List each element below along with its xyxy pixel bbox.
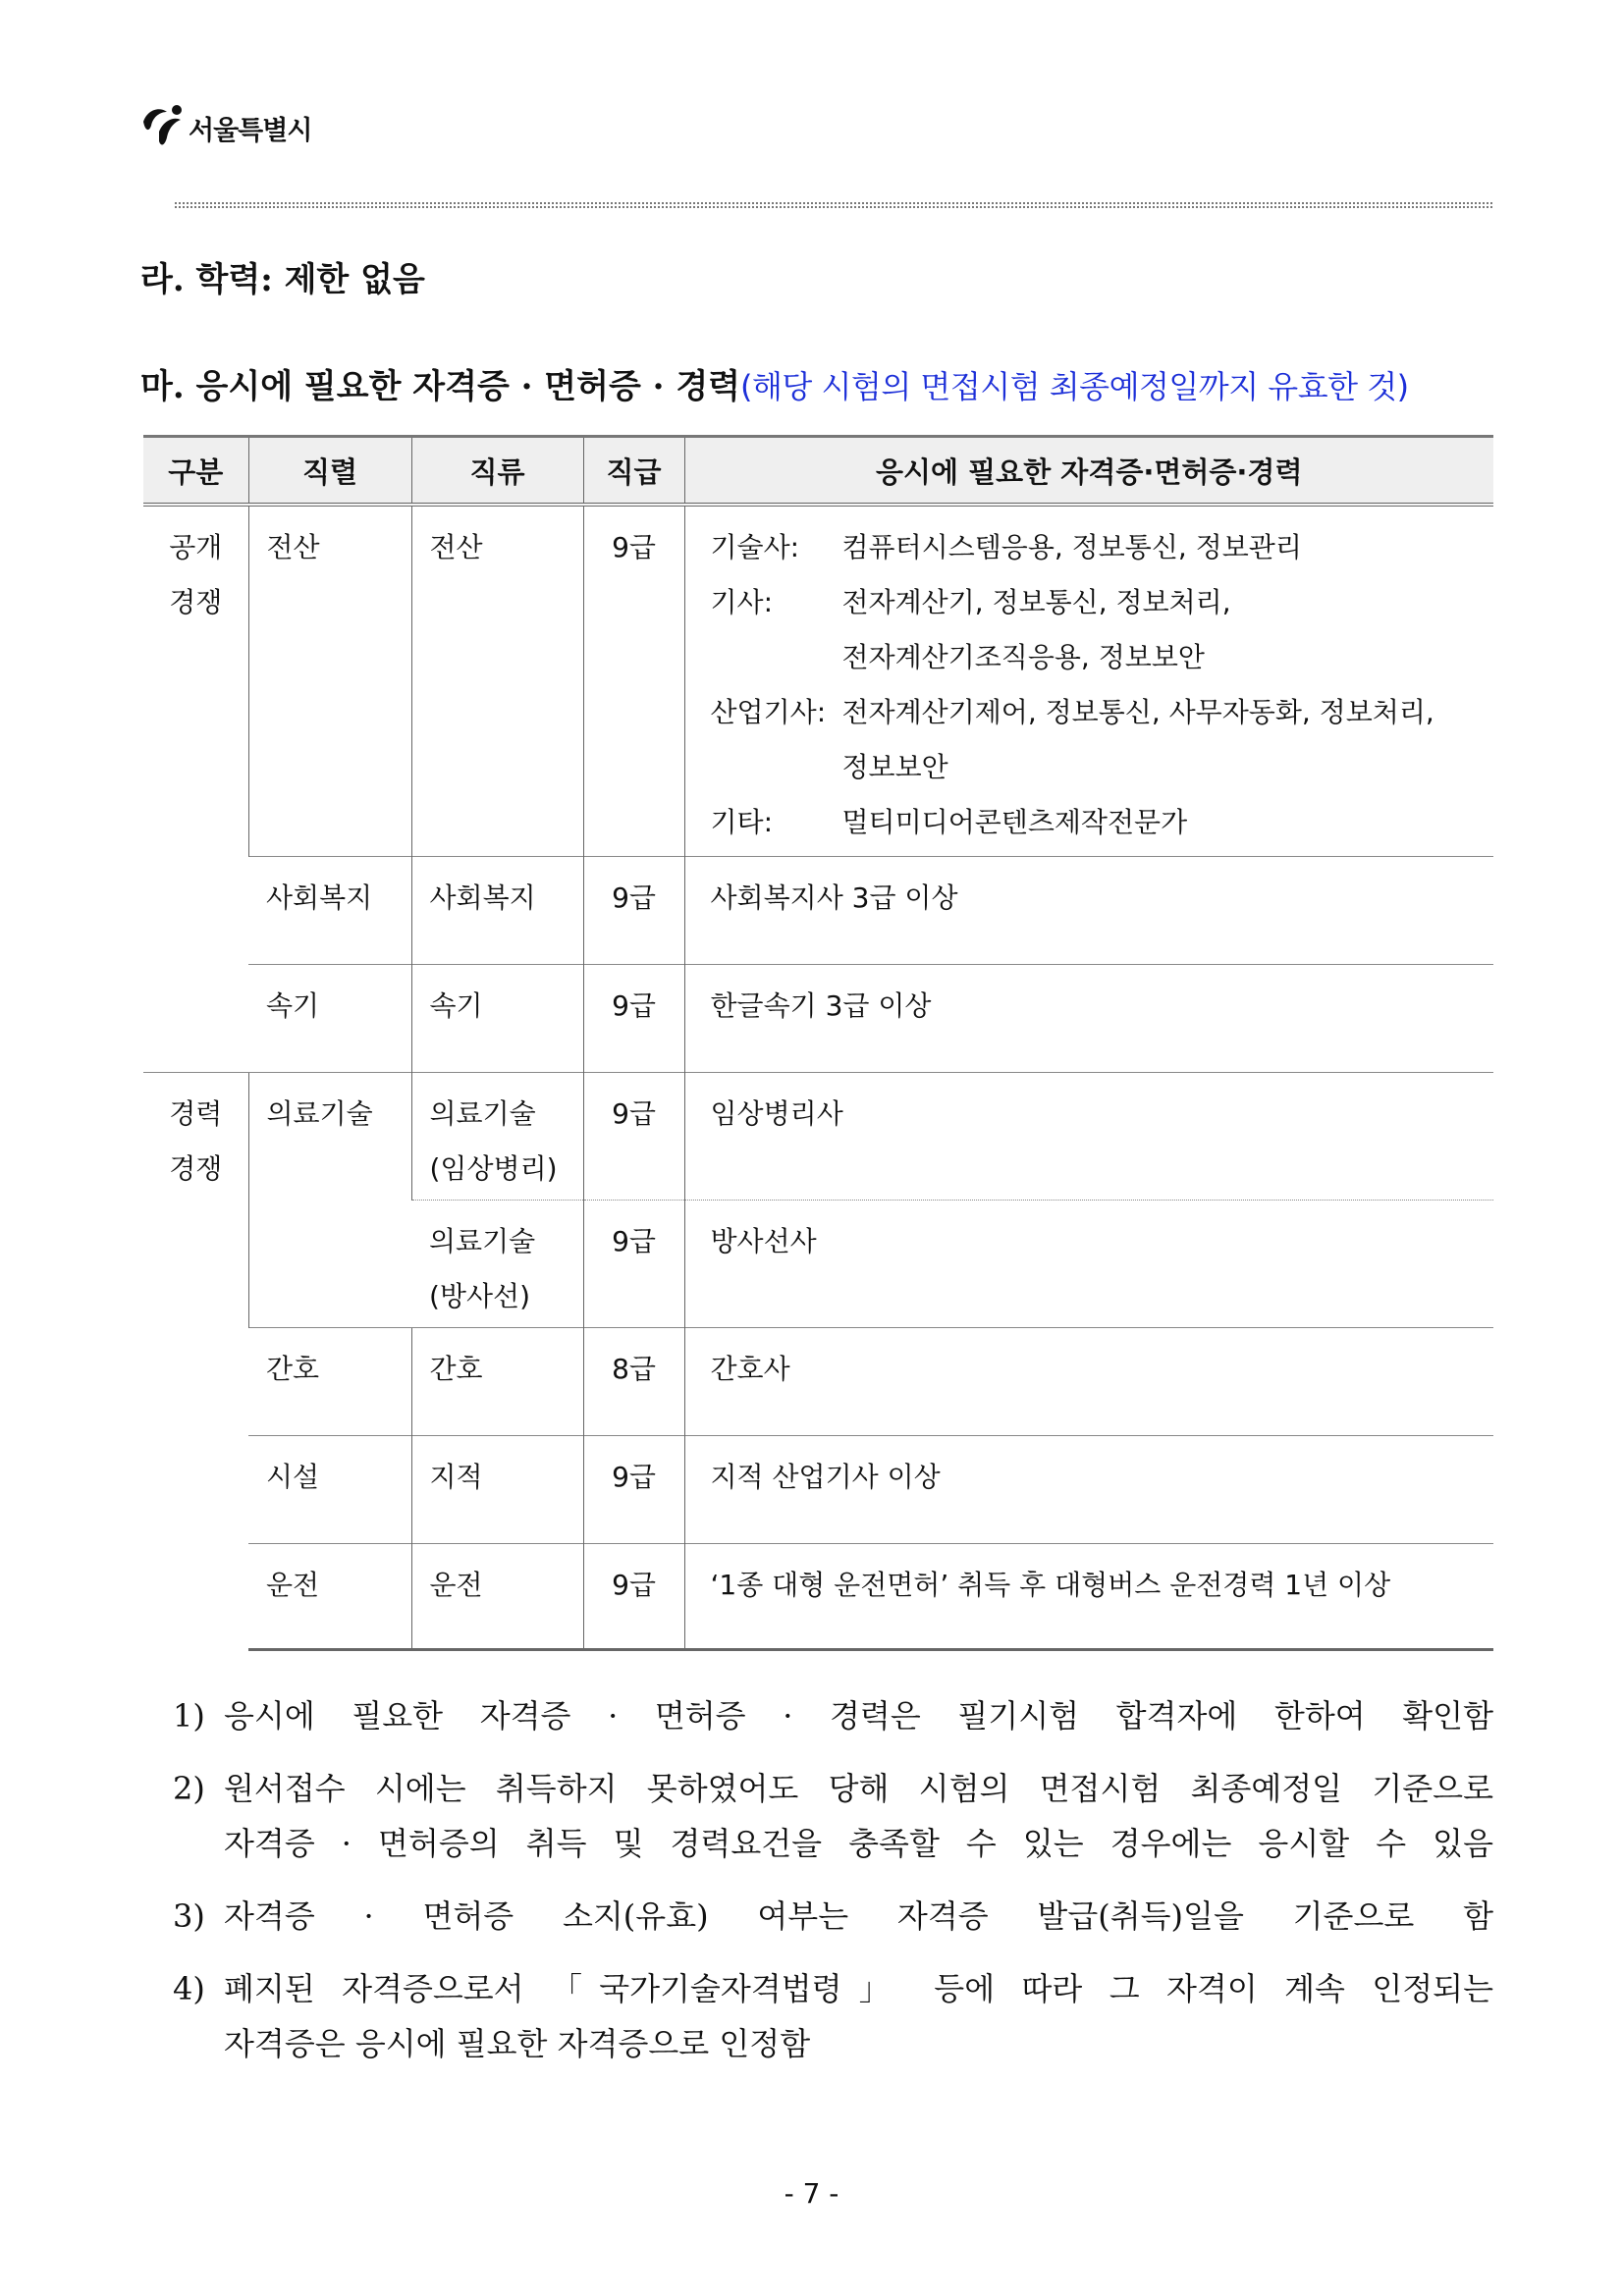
grade-cell: 9급	[583, 505, 684, 856]
section-heading-certificates	[140, 359, 1409, 407]
req-continuation: 정보보안	[841, 751, 948, 783]
table-header-row	[143, 437, 1493, 506]
jikryeol-cell: 의료기술	[248, 1072, 411, 1327]
group-label-line: 경력	[169, 1096, 223, 1130]
jikryeol-cell: 간호	[248, 1327, 411, 1435]
table-row	[143, 1435, 1493, 1543]
jikryeol-cell: 전산	[248, 505, 411, 856]
requirements-cell	[684, 505, 1493, 856]
note-line: 자격증 · 면허증 소지(유효) 여부는 자격증 발급(취득)일을 기준으로 함	[224, 1897, 1493, 1935]
list-item	[173, 1688, 1493, 1743]
table-row	[143, 964, 1493, 1072]
jikryu-cell	[411, 1200, 583, 1327]
jikryu-line: 의료기술	[429, 1096, 536, 1130]
seoul-haechi-logo-icon	[137, 102, 185, 153]
note-line: 원서접수 시에는 취득하지 못하였어도 당해 시험의 면접시험 최종예정일 기준으로	[224, 1770, 1493, 1807]
group-label-line: 경쟁	[169, 586, 223, 618]
table-row	[143, 856, 1493, 964]
seoul-logo	[137, 98, 311, 157]
notes-list	[173, 1688, 1493, 2089]
jikryu-line: (임상병리)	[429, 1151, 558, 1185]
table-row	[143, 1072, 1493, 1200]
table-row	[143, 505, 1493, 856]
jikryu-cell: 운전	[411, 1543, 583, 1649]
jikryu-cell: 전산	[411, 505, 583, 856]
req-key: 기술사:	[710, 531, 800, 563]
jikryu-line: (방사선)	[429, 1279, 530, 1312]
requirements-cell: 간호사	[684, 1327, 1493, 1435]
header-jikryu: 직류	[411, 437, 583, 506]
jikryu-cell: 속기	[411, 964, 583, 1072]
header-jikryeol: 직렬	[248, 437, 411, 506]
jikryu-cell: 사회복지	[411, 856, 583, 964]
req-key: 산업기사:	[710, 696, 827, 728]
req-key: 기사:	[710, 586, 774, 618]
note-line: 자격증은 응시에 필요한 자격증으로 인정함	[224, 2025, 811, 2062]
jikryeol-cell: 운전	[248, 1543, 411, 1649]
table-row	[143, 1543, 1493, 1649]
list-item	[173, 1961, 1493, 2071]
group-label-line: 공개	[169, 531, 223, 563]
req-continuation: 전자계산기조직응용, 정보보안	[841, 641, 1205, 673]
section-heading-text: 마. 응시에 필요한 자격증 · 면허증 · 경력	[140, 367, 741, 406]
requirements-cell: 임상병리사	[684, 1072, 1493, 1200]
jikryeol-cell: 사회복지	[248, 856, 411, 964]
grade-cell: 9급	[583, 856, 684, 964]
note-line: 자격증 · 면허증의 취득 및 경력요건을 충족할 수 있는 경우에는 응시할 수 있음	[224, 1825, 1493, 1862]
jikryu-line: 의료기술	[429, 1224, 536, 1257]
jikryu-cell	[411, 1072, 583, 1200]
jikryeol-cell: 시설	[248, 1435, 411, 1543]
section-heading-education: 라. 학력: 제한 없음	[140, 260, 425, 299]
requirements-cell: 지적 산업기사 이상	[684, 1435, 1493, 1543]
list-item	[173, 1761, 1493, 1871]
note-body	[224, 1688, 1493, 1743]
requirements-cell: 한글속기 3급 이상	[684, 964, 1493, 1072]
header-grade: 직급	[583, 437, 684, 506]
jikryu-cell: 간호	[411, 1327, 583, 1435]
group-label-line: 경쟁	[169, 1151, 223, 1185]
note-line: 폐지된 자격증으로서 「국가기술자격법령」 등에 따라 그 자격이 계속 인정되는	[224, 1970, 1493, 2007]
header-requirements: 응시에 필요한 자격증·면허증·경력	[684, 437, 1493, 506]
header-divider	[175, 202, 1492, 208]
req-line	[711, 575, 1494, 630]
logo-text: 서울특별시	[189, 115, 312, 146]
note-number: 1)	[173, 1697, 205, 1735]
req-value: 전자계산기, 정보통신, 정보처리,	[841, 586, 1231, 618]
note-number: 3)	[173, 1897, 205, 1935]
header-gubun: 구분	[143, 437, 248, 506]
req-line	[711, 795, 1494, 850]
req-key: 기타:	[710, 806, 774, 838]
grade-cell: 9급	[583, 1200, 684, 1327]
req-line	[711, 520, 1494, 575]
jikryeol-cell: 속기	[248, 964, 411, 1072]
grade-cell: 9급	[583, 964, 684, 1072]
req-line	[711, 685, 1494, 740]
note-body	[224, 1961, 1493, 2071]
group-label	[143, 505, 248, 1072]
req-value: 전자계산기제어, 정보통신, 사무자동화, 정보처리,	[841, 696, 1434, 728]
jikryu-cell: 지적	[411, 1435, 583, 1543]
requirements-cell: ‘1종 대형 운전면허’ 취득 후 대형버스 운전경력 1년 이상	[684, 1543, 1493, 1649]
note-number: 2)	[173, 1770, 205, 1807]
table-row	[143, 1327, 1493, 1435]
grade-cell: 9급	[583, 1543, 684, 1649]
grade-cell: 9급	[583, 1072, 684, 1200]
group-label	[143, 1072, 248, 1649]
req-value: 컴퓨터시스템응용, 정보통신, 정보관리	[841, 531, 1302, 563]
section-heading-note: (해당 시험의 면접시험 최종예정일까지 유효한 것)	[740, 368, 1409, 405]
note-body	[224, 1761, 1493, 1871]
req-value: 멀티미디어콘텐츠제작전문가	[841, 806, 1188, 838]
note-body	[224, 1889, 1493, 1944]
list-item	[173, 1889, 1493, 1944]
note-line: 응시에 필요한 자격증 · 면허증 · 경력은 필기시험 합격자에 한하여 확인함	[224, 1697, 1493, 1735]
requirements-cell: 방사선사	[684, 1200, 1493, 1327]
requirements-cell: 사회복지사 3급 이상	[684, 856, 1493, 964]
note-number: 4)	[173, 1970, 205, 2007]
grade-cell: 9급	[583, 1435, 684, 1543]
grade-cell: 8급	[583, 1327, 684, 1435]
certificate-table	[143, 435, 1493, 1651]
page-number: - 7 -	[784, 2177, 839, 2210]
